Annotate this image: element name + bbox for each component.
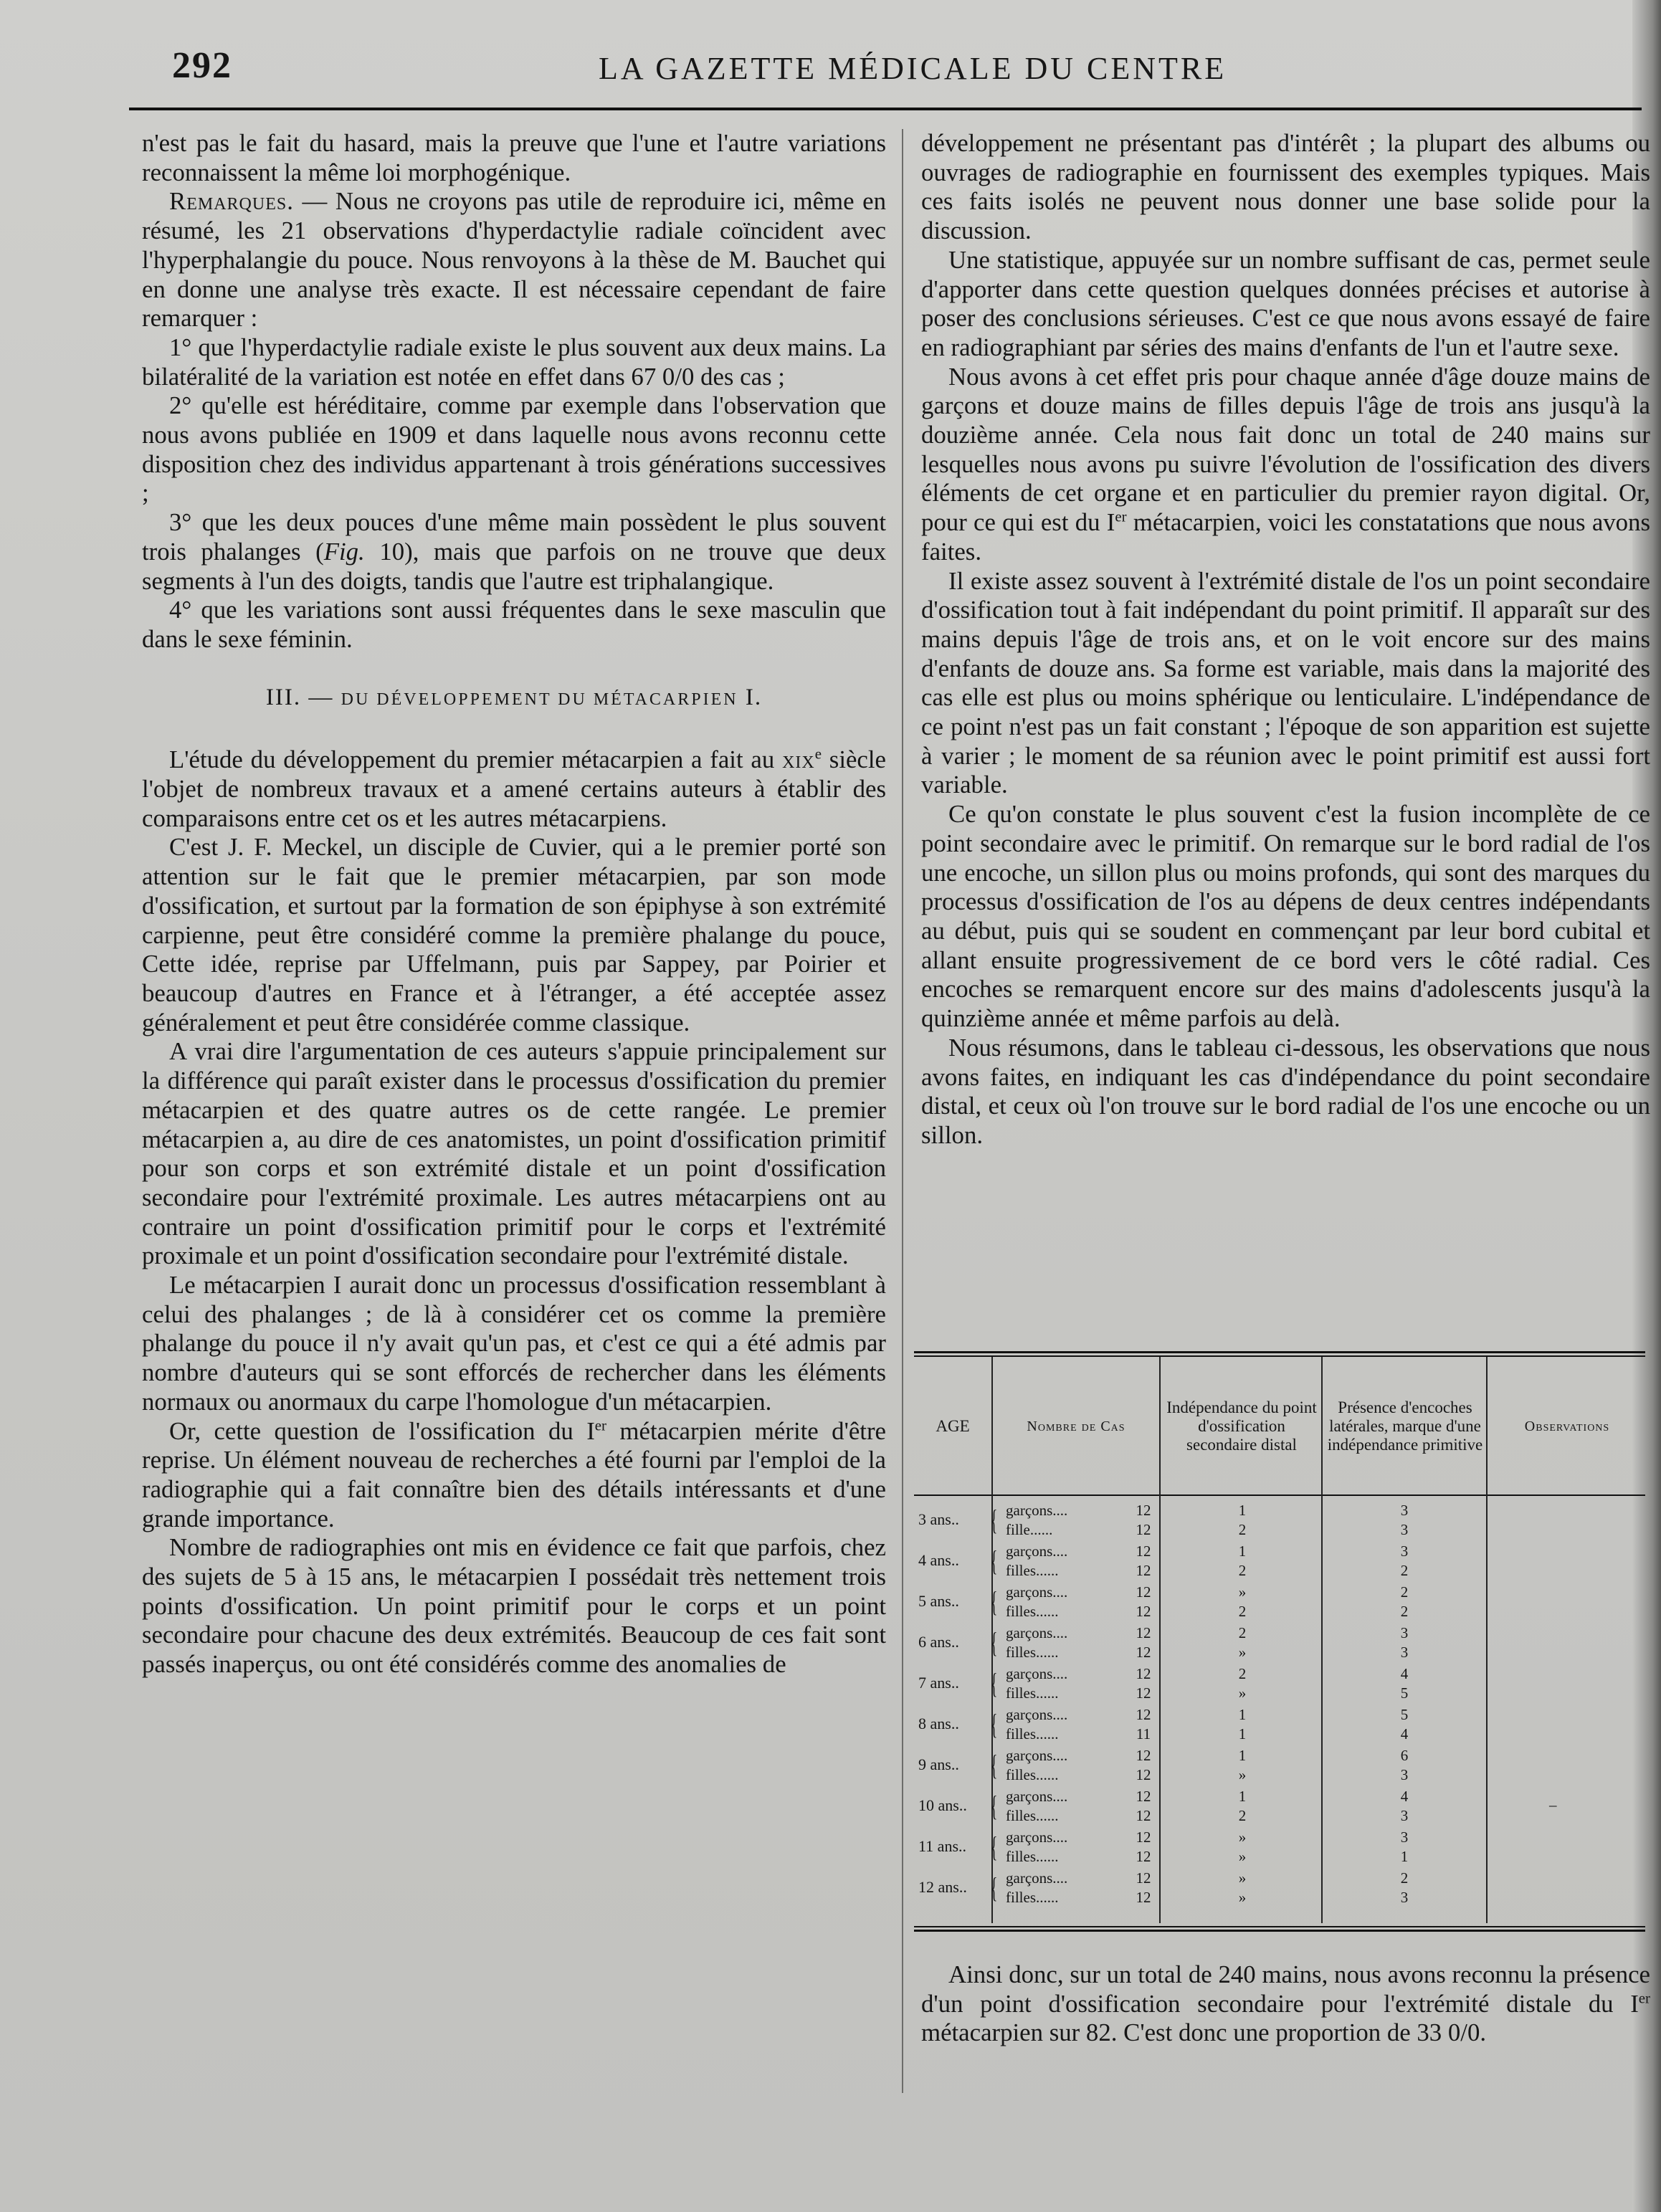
- table-observation-mark: –: [1549, 1796, 1557, 1813]
- table-count-cell: 12: [1136, 1521, 1151, 1538]
- table-header-presence: Présence d'encoches latérales, marque d'une indépendance primitive: [1327, 1398, 1483, 1454]
- table-count-cell: 12: [1136, 1706, 1151, 1723]
- brace-icon: {: [990, 1626, 998, 1659]
- table-header-age: AGE: [936, 1417, 970, 1435]
- table-presence-cell: 2: [1400, 1869, 1409, 1887]
- table-age-cell: 6 ans..: [918, 1633, 959, 1651]
- page-number: 292: [172, 45, 232, 86]
- table-independence-cell: 2: [1238, 1562, 1247, 1579]
- journal-title: LA GAZETTE MÉDICALE DU CENTRE: [599, 51, 1227, 86]
- table-independence-cell: 1: [1238, 1788, 1247, 1805]
- table-presence-cell: 2: [1400, 1583, 1409, 1601]
- brace-icon: {: [990, 1749, 998, 1781]
- paragraph: Nous avons à cet effet pris pour chaque année d'âge douze mains de garçons et douze mains de filles depuis l'âge de trois ans jusqu'à la douzième année. Cela nous fait donc un total de 240 mains sur lesquelles nous avons pu suivre l'évolution de l'ossification des divers éléments de cet organe et en particulier du premier rayon digital. Or, pour ce qui est du Ier métacarpien, voici les constatations que nous avons faites.: [921, 362, 1650, 566]
- list-item: 3° que les deux pouces d'une même main possèdent le plus souvent trois phalanges (Fig. 10), mais que parfois on ne trouve que deux segments à l'un des doigts, tandis que l'autre est triphalangique.: [142, 508, 886, 595]
- table-sex-cell: filles......: [1006, 1644, 1059, 1661]
- table-presence-cell: 4: [1400, 1788, 1409, 1805]
- header-rule: [129, 108, 1642, 110]
- table-sex-cell: garçons....: [1006, 1747, 1068, 1764]
- table-column-line: [1321, 1357, 1323, 1923]
- table-top-rule: [914, 1351, 1645, 1357]
- table-sex-cell: filles......: [1006, 1766, 1059, 1783]
- table-sex-cell: garçons....: [1006, 1869, 1068, 1887]
- table-presence-cell: 3: [1400, 1624, 1409, 1641]
- table-column-line: [1159, 1357, 1161, 1923]
- table-sex-cell: garçons....: [1006, 1665, 1068, 1682]
- table-presence-cell: 3: [1400, 1543, 1409, 1560]
- list-item: 1° que l'hyperdactylie radiale existe le plus souvent aux deux mains. La bilatéralité de la variation est notée en effet dans 67 0/0 des cas ;: [142, 333, 886, 391]
- table-independence-cell: »: [1238, 1684, 1247, 1702]
- table-count-cell: 12: [1136, 1583, 1151, 1601]
- table-presence-cell: 3: [1400, 1829, 1409, 1846]
- table-presence-cell: 3: [1400, 1889, 1409, 1906]
- brace-icon: {: [990, 1708, 998, 1740]
- table-column-line: [1486, 1357, 1488, 1923]
- table-age-cell: 4 ans..: [918, 1551, 959, 1569]
- table-count-cell: 12: [1136, 1543, 1151, 1560]
- paragraph: Le métacarpien I aurait donc un processus d'ossification ressemblant à celui des phalanges ; de là à considérer cet os comme la première phalange du pouce il n'y avait qu'un pas, et c'est ce qui a été admis par nombre d'auteurs qui se sont efforcés de rechercher dans les éléments normaux ou anormaux du carpe l'homologue d'un métacarpien.: [142, 1271, 886, 1416]
- page-header: [172, 44, 1613, 102]
- table-header-rule: [914, 1494, 1645, 1496]
- paragraph: Ainsi donc, sur un total de 240 mains, nous avons reconnu la présence d'un point d'ossification secondaire pour l'extrémité distale du Ier métacarpien sur 82. C'est donc une proportion de 33 0/0.: [921, 1960, 1650, 2047]
- table-count-cell: 12: [1136, 1502, 1151, 1519]
- paragraph: A vrai dire l'argumentation de ces auteurs s'appuie principalement sur la différence qui paraît exister dans le processus d'ossification du premier métacarpien et des quatre autres os de cette rangée. Le premier métacarpien a, au dire de ces anatomistes, un point d'ossification primitif pour son corps et son extrémité distale et un point d'ossification secondaire pour l'extrémité proximale. Les autres métacarpiens ont au contraire un point d'ossification primitif pour le corps et l'extrémité proximale et un point d'ossification secondaire pour l'extrémité distale.: [142, 1037, 886, 1270]
- table-count-cell: 12: [1136, 1644, 1151, 1661]
- table-count-cell: 12: [1136, 1889, 1151, 1906]
- brace-icon: {: [990, 1586, 998, 1618]
- table-sex-cell: filles......: [1006, 1684, 1059, 1702]
- table-presence-cell: 3: [1400, 1766, 1409, 1783]
- paragraph: n'est pas le fait du hasard, mais la preuve que l'une et l'autre variations reconnaissent la même loi morphogénique.: [142, 129, 886, 186]
- table-independence-cell: 2: [1238, 1521, 1247, 1538]
- table-count-cell: 11: [1136, 1725, 1151, 1743]
- table-presence-cell: 2: [1400, 1562, 1409, 1579]
- table-sex-cell: filles......: [1006, 1889, 1059, 1906]
- table-count-cell: 12: [1136, 1766, 1151, 1783]
- table-presence-cell: 5: [1400, 1706, 1409, 1723]
- table-sex-cell: filles......: [1006, 1562, 1059, 1579]
- brace-icon: {: [990, 1667, 998, 1699]
- table-count-cell: 12: [1136, 1848, 1151, 1865]
- column-divider: [902, 129, 903, 2093]
- table-age-cell: 9 ans..: [918, 1755, 959, 1773]
- table-independence-cell: 2: [1238, 1603, 1247, 1620]
- left-column: [142, 129, 886, 1679]
- table-count-cell: 12: [1136, 1624, 1151, 1641]
- paragraph: Ce qu'on constate le plus souvent c'est la fusion incomplète de ce point secondaire avec le primitif. On remarque sur le bord radial de l'os une encoche, un sillon plus ou moins profonds, qui sont des marques du processus d'ossification de l'os au dépens de deux centres indépendants au début, puis qui se soudent en commençant par leur bord cubital et allant ensuite progressivement de ce bord vers le côté radial. Ces encoches se remarquent encore sur des mains d'adolescents jusqu'à la quinzième année et même parfois au delà.: [921, 800, 1650, 1033]
- section-number: III. —: [265, 684, 334, 710]
- paragraph-remarques: [142, 187, 886, 333]
- paragraph: Il existe assez souvent à l'extrémité distale de l'os un point secondaire d'ossification tout à fait indépendant du point primitif. Il apparaît sur des mains depuis l'âge de trois ans, et on le voit encore sur des mains d'enfants de douze ans. Sa forme est variable, mais dans la majorité des cas elle est plus ou moins sphérique ou lenticulaire. L'indépendance de ce point n'est pas un fait constant ; l'époque de son apparition est sujette à varier ; le moment de sa réunion avec le point primitif est aussi fort variable.: [921, 566, 1650, 799]
- ossification-table: [914, 1351, 1645, 1932]
- table-independence-cell: 1: [1238, 1725, 1247, 1743]
- table-presence-cell: 5: [1400, 1684, 1409, 1702]
- table-sex-cell: fille......: [1006, 1521, 1053, 1538]
- table-header-observations: Observations: [1524, 1419, 1610, 1434]
- table-independence-cell: 1: [1238, 1543, 1247, 1560]
- table-independence-cell: 2: [1238, 1807, 1247, 1824]
- table-independence-cell: »: [1238, 1583, 1247, 1601]
- table-age-cell: 11 ans..: [918, 1837, 967, 1855]
- table-count-cell: 12: [1136, 1684, 1151, 1702]
- remarques-text: — Nous ne croyons pas utile de reproduire ici, même en résumé, les 21 observations d'hyperdactylie radiale coïncident avec l'hyperphalangie du pouce. Nous renvoyons à la thèse de M. Bauchet qui en donne une analyse très exacte. Il est nécessaire cependant de faire remarquer :: [142, 187, 886, 333]
- brace-icon: {: [990, 1790, 998, 1822]
- table-age-cell: 10 ans..: [918, 1796, 967, 1814]
- paragraph: C'est J. F. Meckel, un disciple de Cuvier, qui a le premier porté son attention sur le fait que le premier métacarpien, par son mode d'ossification, et surtout par la formation de son épiphyse à son extrémité carpienne, peut être considéré comme la première phalange du pouce, Cette idée, reprise par Uffelmann, puis par Sappey, par Poirier et beaucoup d'autres en France et à l'étranger, a été acceptée assez généralement et peut être considérée comme classique.: [142, 833, 886, 1036]
- table-presence-cell: 3: [1400, 1502, 1409, 1519]
- table-independence-cell: »: [1238, 1869, 1247, 1887]
- right-column-continued: [921, 1960, 1650, 2048]
- table-header-independence: Indépendance du point d'ossification secondaire distal: [1166, 1398, 1317, 1454]
- table-sex-cell: filles......: [1006, 1807, 1059, 1824]
- table-independence-cell: »: [1238, 1766, 1247, 1783]
- table-presence-cell: 6: [1400, 1747, 1409, 1764]
- table-bottom-rule: [914, 1926, 1645, 1932]
- table-independence-cell: 1: [1238, 1747, 1247, 1764]
- table-age-cell: 7 ans..: [918, 1674, 959, 1692]
- figure-reference: Fig.: [323, 537, 365, 566]
- table-count-cell: 12: [1136, 1807, 1151, 1824]
- table-independence-cell: 2: [1238, 1665, 1247, 1682]
- brace-icon: {: [990, 1831, 998, 1863]
- table-header-count: Nombre de Cas: [1027, 1419, 1125, 1434]
- brace-icon: {: [990, 1872, 998, 1904]
- brace-icon: {: [990, 1545, 998, 1577]
- table-presence-cell: 3: [1400, 1807, 1409, 1824]
- list-item: 2° qu'elle est héréditaire, comme par exemple dans l'observation que nous avons publiée en 1909 et dans laquelle nous avons reconnu cette disposition chez des individus appartenant à trois générations successives ;: [142, 391, 886, 507]
- table-presence-cell: 4: [1400, 1665, 1409, 1682]
- section-heading: [142, 683, 886, 715]
- table-independence-cell: 2: [1238, 1624, 1247, 1641]
- table-count-cell: 12: [1136, 1788, 1151, 1805]
- table-independence-cell: »: [1238, 1829, 1247, 1846]
- table-independence-cell: »: [1238, 1889, 1247, 1906]
- table-count-cell: 12: [1136, 1747, 1151, 1764]
- list-item: 4° que les variations sont aussi fréquentes dans le sexe masculin que dans le sexe féminin.: [142, 596, 886, 653]
- table-sex-cell: filles......: [1006, 1725, 1059, 1743]
- table-presence-cell: 2: [1400, 1603, 1409, 1620]
- table-sex-cell: garçons....: [1006, 1788, 1068, 1805]
- section-roman: I.: [745, 684, 763, 710]
- table-count-cell: 12: [1136, 1665, 1151, 1682]
- table-count-cell: 12: [1136, 1562, 1151, 1579]
- table-count-cell: 12: [1136, 1869, 1151, 1887]
- right-column: [921, 129, 1650, 1150]
- table-sex-cell: filles......: [1006, 1848, 1059, 1865]
- table-independence-cell: 1: [1238, 1502, 1247, 1519]
- paragraph: Nombre de radiographies ont mis en évidence ce fait que parfois, chez des sujets de 5 à 15 ans, le métacarpien I possédait très nettement trois points d'ossification. Un point primitif pour le corps et un point secondaire pour chacune des deux extrémités. Beaucoup de ces fait sont passés inaperçus, ou ont été considérés comme des anomalies de: [142, 1533, 886, 1679]
- brace-icon: {: [990, 1504, 998, 1536]
- table-independence-cell: »: [1238, 1644, 1247, 1661]
- table-count-cell: 12: [1136, 1603, 1151, 1620]
- paragraph: Une statistique, appuyée sur un nombre suffisant de cas, permet seule d'apporter dans cette question quelques données précises et autorise à poser des conclusions sérieuses. C'est ce que nous avons essayé de faire en radiographiant par séries des mains d'enfants de l'un et l'autre sexe.: [921, 245, 1650, 361]
- table-sex-cell: garçons....: [1006, 1829, 1068, 1846]
- paragraph: Or, cette question de l'ossification du Ier métacarpien mérite d'être reprise. Un élément nouveau de recherches a été fourni par l'emploi de la radiographie qui a fait connaître bien des détails intéressants et d'une grande importance.: [142, 1416, 886, 1532]
- table-independence-cell: »: [1238, 1848, 1247, 1865]
- table-presence-cell: 1: [1400, 1848, 1409, 1865]
- table-age-cell: 3 ans..: [918, 1510, 959, 1528]
- table-age-cell: 5 ans..: [918, 1592, 959, 1610]
- table-age-cell: 8 ans..: [918, 1715, 959, 1732]
- table-independence-cell: 1: [1238, 1706, 1247, 1723]
- section-title: DU DÉVELOPPEMENT DU MÉTACARPIEN: [341, 690, 738, 709]
- remarques-label: Remarques.: [169, 187, 294, 216]
- table-sex-cell: garçons....: [1006, 1624, 1068, 1641]
- table-sex-cell: filles......: [1006, 1603, 1059, 1620]
- table-sex-cell: garçons....: [1006, 1706, 1068, 1723]
- paragraph: Nous résumons, dans le tableau ci-dessous, les observations que nous avons faites, en indiquant les cas d'indépendance du point secondaire distal, et ceux où l'on trouve sur le bord radial de l'os une encoche ou un sillon.: [921, 1033, 1650, 1149]
- table-sex-cell: garçons....: [1006, 1543, 1068, 1560]
- table-sex-cell: garçons....: [1006, 1583, 1068, 1601]
- table-presence-cell: 3: [1400, 1521, 1409, 1538]
- table-age-cell: 12 ans..: [918, 1878, 967, 1896]
- paragraph: L'étude du développement du premier métacarpien a fait au xix$^e$ siècle l'objet de nombreux travaux et a amené certains auteurs à établir des comparaisons entre cet os et les autres métacarpiens.: [142, 745, 886, 832]
- table-presence-cell: 3: [1400, 1644, 1409, 1661]
- table-sex-cell: garçons....: [1006, 1502, 1068, 1519]
- table-presence-cell: 4: [1400, 1725, 1409, 1743]
- table-count-cell: 12: [1136, 1829, 1151, 1846]
- paragraph: développement ne présentant pas d'intérêt ; la plupart des albums ou ouvrages de radiographie en fournissent des exemples typiques. Mais ces faits isolés ne peuvent nous donner une base solide pour la discussion.: [921, 129, 1650, 245]
